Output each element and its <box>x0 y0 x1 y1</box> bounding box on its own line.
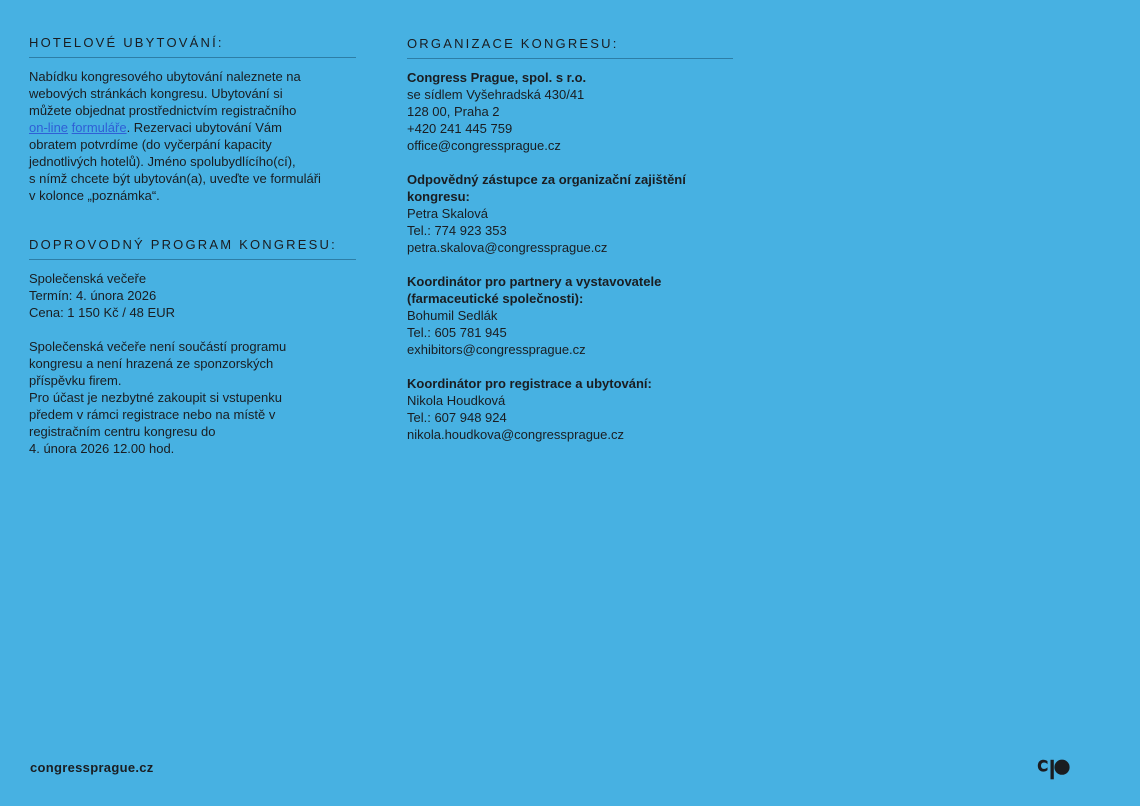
hotel-line-7: s nímž chcete být ubytován(a), uveďte ve formuláři <box>29 171 321 186</box>
contact-name: Nikola Houdková <box>407 393 506 408</box>
hotel-line-4-rest: . Rezervaci ubytování Vám <box>126 120 282 135</box>
hotel-line-1: Nabídku kongresového ubytování naleznete na <box>29 69 301 84</box>
contact-phone: Tel.: 774 923 353 <box>407 223 507 238</box>
program-note-line: 4. února 2026 12.00 hod. <box>29 441 175 456</box>
organization-heading: ORGANIZACE KONGRESU: <box>407 36 733 59</box>
hotel-line-6: jednotlivých hotelů). Jméno spolubydlícího(cí), <box>29 154 296 169</box>
company-city: 128 00, Praha 2 <box>407 104 500 119</box>
program-section <box>29 237 356 457</box>
contact-phone: Tel.: 605 781 945 <box>407 325 507 340</box>
hotel-line-2: webových stránkách kongresu. Ubytování si <box>29 86 283 101</box>
contact-phone: Tel.: 607 948 924 <box>407 410 507 425</box>
program-note-line: registračním centru kongresu do <box>29 424 216 439</box>
company-block <box>407 69 733 154</box>
contact-title: Odpovědný zástupce za organizační zajištění <box>407 172 686 187</box>
event-date: Termín: 4. února 2026 <box>29 288 157 303</box>
program-note-line: kongresu a není hrazená ze sponzorských <box>29 356 274 371</box>
contact-block <box>407 171 733 256</box>
form-link[interactable]: formuláře <box>71 120 127 135</box>
contact-name: Petra Skalová <box>407 206 488 221</box>
program-note-line: příspěvku firem. <box>29 373 122 388</box>
company-name: Congress Prague, spol. s r.o. <box>407 70 587 85</box>
contact-title: (farmaceutické společnosti): <box>407 291 584 306</box>
contact-title: Koordinátor pro registrace a ubytování: <box>407 376 652 391</box>
hotel-section <box>29 35 356 204</box>
contact-title: kongresu: <box>407 189 470 204</box>
company-phone: +420 241 445 759 <box>407 121 513 136</box>
hotel-line-4 <box>29 119 356 136</box>
contact-block <box>407 273 733 358</box>
footer-url[interactable]: congressprague.cz <box>30 760 154 775</box>
contact-block <box>407 375 733 443</box>
contact-name: Bohumil Sedlák <box>407 308 498 323</box>
program-heading: DOPROVODNÝ PROGRAM KONGRESU: <box>29 237 356 260</box>
event-name: Společenská večeře <box>29 271 147 286</box>
company-email[interactable]: office@congressprague.cz <box>407 138 561 153</box>
contact-title: Koordinátor pro partnery a vystavovatele <box>407 274 662 289</box>
program-note-line: Pro účast je nezbytné zakoupit si vstupenku <box>29 390 282 405</box>
program-note-line: předem v rámci registrace nebo na místě v <box>29 407 276 422</box>
contact-email[interactable]: nikola.houdkova@congressprague.cz <box>407 427 624 442</box>
online-link[interactable]: on-line <box>29 120 69 135</box>
hotel-heading: HOTELOVÉ UBYTOVÁNÍ: <box>29 35 356 58</box>
company-address: se sídlem Vyšehradská 430/41 <box>407 87 585 102</box>
hotel-line-8: v kolonce „poznámka“. <box>29 188 160 203</box>
hotel-line-3: můžete objednat prostřednictvím registračního <box>29 103 297 118</box>
program-note-line: Společenská večeře není součástí programu <box>29 339 287 354</box>
contact-email[interactable]: exhibitors@congressprague.cz <box>407 342 586 357</box>
hotel-line-5: obratem potvrdíme (do vyčerpání kapacity <box>29 137 272 152</box>
cp-logo-icon <box>1037 757 1085 780</box>
event-price: Cena: 1 150 Kč / 48 EUR <box>29 305 175 320</box>
organization-section <box>407 36 733 443</box>
contact-email[interactable]: petra.skalova@congressprague.cz <box>407 240 608 255</box>
